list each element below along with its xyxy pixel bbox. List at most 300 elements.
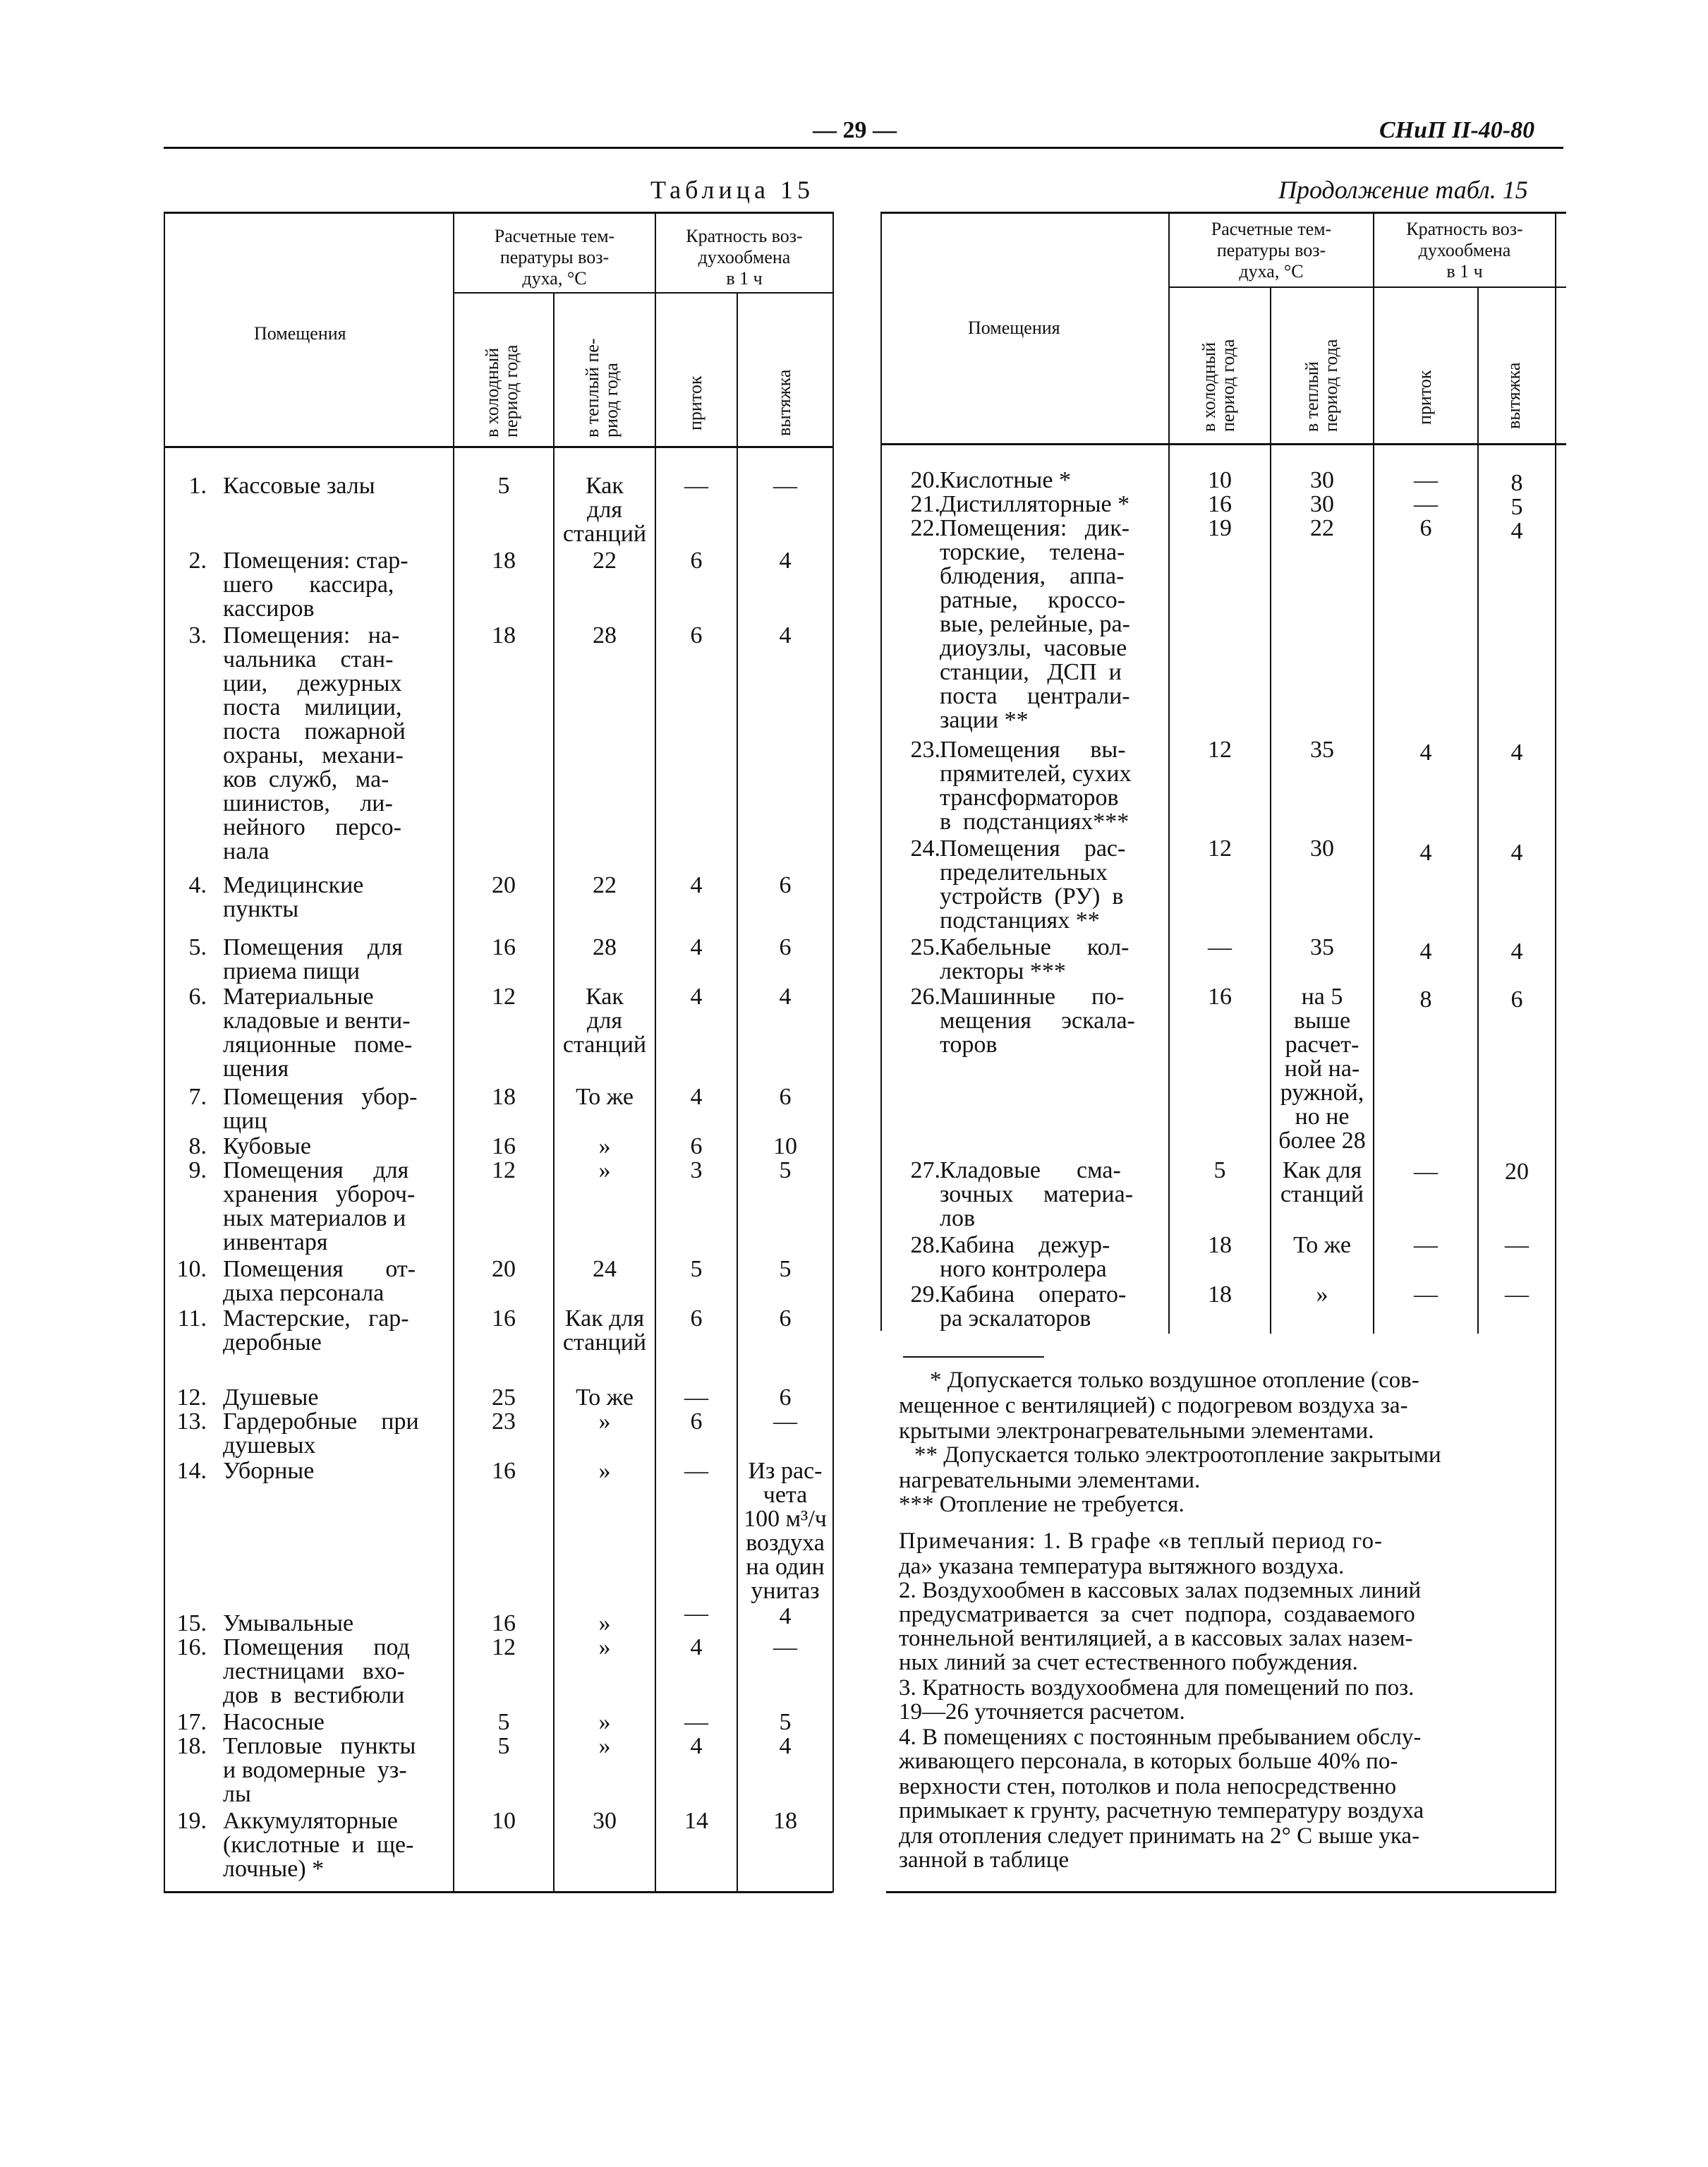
room-name: лестницами вхо- bbox=[223, 1658, 405, 1684]
room-name: ного контролера bbox=[940, 1256, 1107, 1282]
room-name: Помещения под bbox=[223, 1634, 410, 1660]
exhaust-rate: 4 bbox=[779, 1733, 792, 1759]
cold-temp: 16 bbox=[492, 1610, 516, 1636]
row-number: 28. bbox=[910, 1232, 940, 1258]
footnote-line: *** Отопление не требуется. bbox=[899, 1492, 1185, 1517]
warm-temp: выше bbox=[1293, 1008, 1351, 1034]
right-table-border-left bbox=[880, 212, 882, 1331]
cold-temp: 18 bbox=[1208, 1281, 1232, 1308]
cold-temp: 25 bbox=[492, 1384, 516, 1411]
exhaust-rate: 5 bbox=[779, 1709, 792, 1735]
exhaust-rate: унитаз bbox=[751, 1578, 820, 1604]
cold-temp: 5 bbox=[497, 473, 510, 499]
room-name: в подстанциях*** bbox=[940, 809, 1129, 835]
warm-temp: для bbox=[587, 497, 622, 523]
room-name: устройств (РУ) в bbox=[940, 883, 1124, 910]
right-table-group-rule-air bbox=[1373, 286, 1566, 288]
right-col-head-rooms: Помещения bbox=[968, 318, 1060, 338]
cold-temp: 18 bbox=[492, 1084, 516, 1110]
warm-temp: ружной, bbox=[1280, 1080, 1364, 1106]
warm-temp: но не bbox=[1295, 1104, 1350, 1130]
left-table-group-rule-air bbox=[655, 292, 832, 294]
right-subhead-warm bbox=[1302, 339, 1341, 432]
room-name: ра эскалаторов bbox=[940, 1305, 1091, 1332]
exhaust-rate: чета bbox=[763, 1482, 808, 1508]
room-name: охраны, механи- bbox=[223, 742, 404, 768]
footnote-line: мещенное с вентиляцией) с подогревом воздуха за- bbox=[899, 1393, 1408, 1418]
note-line: живающего персонала, в которых больше 40% по- bbox=[899, 1749, 1398, 1774]
room-name: и водомерные уз- bbox=[223, 1757, 407, 1783]
row-number: 24. bbox=[910, 835, 940, 862]
row-number: 27. bbox=[910, 1157, 940, 1183]
row-number: 10. bbox=[176, 1256, 207, 1282]
room-name: щения bbox=[223, 1056, 289, 1082]
room-name: кладовые и венти- bbox=[223, 1008, 411, 1034]
supply-rate: 4 bbox=[690, 1634, 703, 1660]
row-number: 29. bbox=[910, 1281, 940, 1308]
warm-temp: » bbox=[598, 1408, 611, 1435]
warm-temp: » bbox=[598, 1634, 611, 1660]
room-name: Помещения: на- bbox=[223, 622, 400, 648]
warm-temp: 30 bbox=[1310, 835, 1334, 862]
warm-temp: станций bbox=[562, 1329, 647, 1356]
row-number: 15. bbox=[176, 1610, 207, 1636]
footnote-rule bbox=[903, 1356, 1044, 1358]
left-subhead-supply: приток bbox=[685, 375, 705, 430]
exhaust-rate: Из рас- bbox=[748, 1458, 823, 1484]
left-subhead-cold bbox=[483, 345, 521, 437]
exhaust-rate: 5 bbox=[779, 1256, 792, 1282]
cold-temp: — bbox=[1208, 934, 1232, 960]
right-table-header-rule bbox=[880, 443, 1566, 445]
cold-temp: 20 bbox=[492, 1256, 516, 1282]
room-name: поста централи- bbox=[940, 683, 1130, 709]
exhaust-rate: 4 bbox=[1510, 518, 1523, 544]
note-line: 3. Кратность воздухообмена для помещений по поз. bbox=[899, 1675, 1415, 1701]
exhaust-rate: 6 bbox=[779, 872, 792, 898]
cold-temp: 16 bbox=[492, 1305, 516, 1332]
warm-temp: Как для bbox=[564, 1305, 645, 1332]
room-name: дов в вестибюли bbox=[223, 1682, 405, 1708]
room-name: Машинные по- bbox=[940, 984, 1125, 1010]
cold-temp: 12 bbox=[492, 1634, 516, 1660]
exhaust-rate: 4 bbox=[1510, 840, 1523, 866]
room-name: Умывальные bbox=[223, 1610, 354, 1636]
left-col-head-air-3: в 1 ч bbox=[726, 268, 763, 289]
supply-rate: 4 bbox=[1419, 840, 1432, 866]
supply-rate: 8 bbox=[1419, 986, 1432, 1013]
exhaust-rate: 4 bbox=[1510, 938, 1523, 965]
note-line: примыкает к грунту, расчетную температуру воздуха bbox=[899, 1798, 1424, 1823]
room-name: Помещения для bbox=[223, 934, 403, 960]
cold-temp: 16 bbox=[492, 1458, 516, 1484]
room-name: шинистов, ли- bbox=[223, 790, 393, 816]
warm-temp: станций bbox=[562, 1032, 647, 1058]
warm-temp: » bbox=[598, 1733, 611, 1759]
exhaust-rate: 4 bbox=[779, 622, 792, 648]
room-name: Помещения: дик- bbox=[940, 515, 1130, 541]
left-subhead-cold-1: в холодный bbox=[482, 347, 502, 437]
room-name: Аккумуляторные bbox=[223, 1808, 398, 1834]
room-name: Помещения вы- bbox=[940, 737, 1126, 763]
warm-temp: 35 bbox=[1310, 737, 1334, 763]
room-name: Помещения убор- bbox=[223, 1084, 418, 1110]
note-line: предусматривается за счет подпора, создаваемого bbox=[899, 1602, 1415, 1627]
warm-temp: на 5 bbox=[1301, 984, 1343, 1010]
note-line: для отопления следует принимать на 2° С выше ука- bbox=[899, 1823, 1420, 1849]
room-name: мещения эскала- bbox=[940, 1008, 1135, 1034]
note-line: да» указана температура вытяжного воздуха. bbox=[899, 1554, 1345, 1579]
room-name: ных материалов и bbox=[223, 1205, 406, 1231]
cold-temp: 10 bbox=[492, 1808, 516, 1834]
warm-temp: Как bbox=[586, 473, 624, 499]
exhaust-rate: 6 bbox=[779, 1384, 792, 1411]
room-name: Помещения для bbox=[223, 1157, 409, 1183]
room-name: блюдения, аппа- bbox=[940, 563, 1125, 589]
note-line: Примечания: 1. В графе «в теплый период го- bbox=[899, 1528, 1383, 1554]
supply-rate: — bbox=[1414, 491, 1438, 517]
right-col-head-temp-3: духа, °С bbox=[1239, 261, 1304, 282]
right-col-head-air-3: в 1 ч bbox=[1446, 261, 1483, 282]
exhaust-rate: — bbox=[1505, 1281, 1529, 1308]
supply-rate: 6 bbox=[690, 548, 703, 574]
room-name: Уборные bbox=[223, 1458, 315, 1484]
exhaust-rate: 5 bbox=[779, 1157, 792, 1183]
room-name: пункты bbox=[223, 896, 299, 922]
room-name: нейного персо- bbox=[223, 814, 401, 840]
supply-rate: 4 bbox=[690, 1733, 703, 1759]
supply-rate: — bbox=[684, 1384, 708, 1411]
exhaust-rate: 6 bbox=[1510, 986, 1523, 1013]
room-name: лекторы *** bbox=[940, 958, 1066, 984]
cold-temp: 12 bbox=[492, 984, 516, 1010]
row-number: 18. bbox=[176, 1733, 207, 1759]
left-table-caption: Таблица 15 bbox=[650, 176, 814, 204]
room-name: ков служб, ма- bbox=[223, 766, 389, 792]
room-name: вые, релейные, ра- bbox=[940, 611, 1130, 637]
cold-temp: 18 bbox=[1208, 1232, 1232, 1258]
room-name: трансформаторов bbox=[940, 785, 1119, 811]
row-number: 5. bbox=[188, 934, 207, 960]
row-number: 22. bbox=[910, 515, 940, 541]
right-col-head-temp-2: пературы воз- bbox=[1216, 240, 1326, 260]
warm-temp: » bbox=[598, 1709, 611, 1735]
note-line: 19—26 уточняется расчетом. bbox=[899, 1699, 1185, 1725]
exhaust-rate: 10 bbox=[773, 1133, 797, 1159]
supply-rate: 4 bbox=[690, 934, 703, 960]
exhaust-rate: 8 bbox=[1510, 470, 1523, 496]
row-number: 20. bbox=[910, 467, 940, 493]
left-subhead-exhaust: вытяжка bbox=[774, 369, 794, 436]
footnote-line: * Допускается только воздушное отопление (сов- bbox=[930, 1368, 1419, 1393]
cold-temp: 16 bbox=[1208, 491, 1232, 517]
warm-temp: ной на- bbox=[1284, 1056, 1360, 1082]
left-table-bottom-rule bbox=[164, 1891, 832, 1893]
supply-rate: 6 bbox=[690, 1408, 703, 1435]
supply-rate: — bbox=[684, 473, 708, 499]
supply-rate: — bbox=[1414, 467, 1438, 493]
row-number: 9. bbox=[188, 1157, 207, 1183]
exhaust-rate: 20 bbox=[1505, 1159, 1529, 1185]
room-name: Кладовые сма- bbox=[940, 1157, 1121, 1183]
left-col-head-air-1: Кратность воз- bbox=[686, 226, 803, 246]
room-name: поста пожарной bbox=[223, 718, 406, 744]
room-name: Медицинские bbox=[223, 872, 364, 898]
left-col-head-temp-1: Расчетные тем- bbox=[494, 226, 615, 246]
cold-temp: 5 bbox=[497, 1709, 510, 1735]
room-name: хранения убороч- bbox=[223, 1181, 416, 1207]
room-name: нала bbox=[223, 838, 269, 864]
room-name: Помещения: стар- bbox=[223, 548, 408, 574]
exhaust-rate: 6 bbox=[779, 1305, 792, 1332]
cold-temp: 20 bbox=[492, 872, 516, 898]
row-number: 7. bbox=[188, 1084, 207, 1110]
supply-rate: 4 bbox=[1419, 740, 1432, 766]
supply-rate: 4 bbox=[690, 872, 703, 898]
warm-temp: 30 bbox=[1310, 467, 1334, 493]
note-line: тоннельной вентиляцией, а в кассовых залах назем- bbox=[899, 1626, 1413, 1651]
room-name: дыха персонала bbox=[223, 1280, 384, 1306]
supply-rate: 6 bbox=[690, 1305, 703, 1332]
warm-temp: » bbox=[598, 1157, 611, 1183]
note-line: верхности стен, потолков и пола непосредственно bbox=[899, 1774, 1397, 1799]
room-name: (кислотные и ще- bbox=[223, 1832, 414, 1858]
room-name: Дистилляторные * bbox=[940, 491, 1130, 517]
row-number: 3. bbox=[188, 622, 207, 648]
supply-rate: 14 bbox=[684, 1808, 708, 1834]
room-name: лов bbox=[940, 1205, 976, 1231]
right-table-bottom-rule bbox=[886, 1891, 1556, 1893]
left-table-header-rule bbox=[164, 446, 832, 448]
exhaust-rate: 100 м³/ч bbox=[744, 1506, 827, 1532]
right-subhead-supply: приток bbox=[1415, 370, 1435, 425]
room-name: Кубовые bbox=[223, 1133, 311, 1159]
left-subhead-warm-1: в теплый пе- bbox=[582, 338, 602, 437]
left-col-head-temp-3: духа, °С bbox=[522, 268, 587, 289]
footnote-line: крытыми электронагревательными элементами. bbox=[899, 1418, 1374, 1444]
supply-rate: 4 bbox=[1419, 938, 1432, 965]
exhaust-rate: 4 bbox=[779, 984, 792, 1010]
room-name: щиц bbox=[223, 1108, 267, 1134]
row-number: 2. bbox=[188, 548, 207, 574]
room-name: шего кассира, bbox=[223, 572, 394, 598]
supply-rate: — bbox=[684, 1600, 708, 1626]
room-name: Помещения рас- bbox=[940, 835, 1126, 862]
left-col-head-rooms: Помещения bbox=[254, 323, 346, 344]
warm-temp: » bbox=[598, 1458, 611, 1484]
room-name: лочные) * bbox=[223, 1856, 325, 1882]
exhaust-rate: — bbox=[773, 1408, 797, 1435]
room-name: Гардеробные при bbox=[223, 1408, 419, 1435]
supply-rate: 6 bbox=[690, 622, 703, 648]
supply-rate: 6 bbox=[1419, 515, 1432, 541]
supply-rate: — bbox=[1414, 1159, 1438, 1185]
row-number: 17. bbox=[176, 1709, 207, 1735]
page-number: — 29 — bbox=[813, 117, 897, 143]
room-name: Кабина операто- bbox=[940, 1281, 1127, 1308]
supply-rate: — bbox=[684, 1709, 708, 1735]
footnote-line: нагревательными элементами. bbox=[899, 1468, 1201, 1493]
room-name: прямителей, сухих bbox=[940, 761, 1132, 787]
cold-temp: 18 bbox=[492, 622, 516, 648]
supply-rate: 4 bbox=[690, 984, 703, 1010]
warm-temp: 30 bbox=[593, 1808, 617, 1834]
cold-temp: 5 bbox=[497, 1733, 510, 1759]
exhaust-rate: воздуха bbox=[746, 1530, 825, 1556]
room-name: деробные bbox=[223, 1329, 322, 1356]
row-number: 23. bbox=[910, 737, 940, 763]
cold-temp: 23 bbox=[492, 1408, 516, 1435]
row-number: 4. bbox=[188, 872, 207, 898]
cold-temp: 12 bbox=[492, 1157, 516, 1183]
warm-temp: 22 bbox=[1310, 515, 1334, 541]
row-number: 12. bbox=[176, 1384, 207, 1411]
room-name: Душевые bbox=[223, 1384, 319, 1411]
row-number: 13. bbox=[176, 1408, 207, 1435]
supply-rate: 6 bbox=[690, 1133, 703, 1159]
exhaust-rate: — bbox=[773, 1634, 797, 1660]
cold-temp: 16 bbox=[492, 1133, 516, 1159]
warm-temp: 28 bbox=[593, 622, 617, 648]
cold-temp: 18 bbox=[492, 548, 516, 574]
room-name: кассиров bbox=[223, 596, 315, 622]
exhaust-rate: 6 bbox=[779, 934, 792, 960]
room-name: Кабельные кол- bbox=[940, 934, 1129, 960]
supply-rate: — bbox=[684, 1458, 708, 1484]
right-table-top-rule bbox=[880, 212, 1566, 214]
right-subhead-cold-2: период года bbox=[1218, 339, 1239, 432]
warm-temp: 24 bbox=[593, 1256, 617, 1282]
warm-temp: более 28 bbox=[1278, 1128, 1366, 1154]
supply-rate: — bbox=[1414, 1281, 1438, 1308]
left-subhead-warm-2: риод года bbox=[601, 363, 622, 437]
cold-temp: 5 bbox=[1213, 1157, 1226, 1183]
exhaust-rate: — bbox=[773, 473, 797, 499]
room-name: станции, ДСП и bbox=[940, 659, 1122, 685]
left-col-head-temp-2: пературы воз- bbox=[499, 247, 610, 267]
supply-rate: 4 bbox=[690, 1084, 703, 1110]
note-line: занной в таблице bbox=[899, 1847, 1070, 1873]
warm-temp: » bbox=[1316, 1281, 1328, 1308]
cold-temp: 12 bbox=[1208, 737, 1232, 763]
note-line: 4. В помещениях с постоянным пребыванием обслу- bbox=[899, 1725, 1422, 1750]
row-number: 21. bbox=[910, 491, 940, 517]
left-subhead-warm bbox=[583, 338, 622, 437]
right-subhead-exhaust: вытяжка bbox=[1503, 362, 1524, 429]
warm-temp: То же bbox=[576, 1384, 634, 1411]
warm-temp: станций bbox=[562, 521, 647, 547]
supply-rate: 5 bbox=[690, 1256, 703, 1282]
right-subhead-warm-1: в теплый bbox=[1302, 361, 1322, 432]
cold-temp: 10 bbox=[1208, 467, 1232, 493]
room-name: ции, дежурных bbox=[223, 670, 402, 696]
left-subhead-cold-2: период года bbox=[501, 344, 522, 437]
row-number: 11. bbox=[177, 1305, 207, 1332]
left-col-head-air-2: духообмена bbox=[698, 247, 791, 267]
room-name: чальника стан- bbox=[223, 646, 394, 672]
warm-temp: Как для bbox=[1282, 1157, 1362, 1183]
cold-temp: 16 bbox=[492, 934, 516, 960]
row-number: 25. bbox=[910, 934, 940, 960]
cold-temp: 19 bbox=[1208, 515, 1232, 541]
right-subhead-cold bbox=[1199, 339, 1238, 432]
warm-temp: 30 bbox=[1310, 491, 1334, 517]
warm-temp: То же bbox=[576, 1084, 634, 1110]
warm-temp: для bbox=[587, 1008, 622, 1034]
row-number: 8. bbox=[188, 1133, 207, 1159]
warm-temp: 22 bbox=[593, 548, 617, 574]
room-name: пределительных bbox=[940, 859, 1108, 886]
room-name: подстанциях ** bbox=[940, 907, 1100, 934]
warm-temp: расчет- bbox=[1285, 1032, 1359, 1058]
document-code: СНиП II-40-80 bbox=[1379, 117, 1535, 143]
exhaust-rate: 5 bbox=[1510, 494, 1523, 520]
right-table-border-right bbox=[1555, 212, 1556, 1891]
room-name: торские, телена- bbox=[940, 539, 1125, 565]
right-subhead-warm-2: период года bbox=[1321, 339, 1342, 432]
room-name: Насосные bbox=[223, 1709, 325, 1735]
left-table-border-right bbox=[832, 212, 834, 1893]
room-name: ляционные поме- bbox=[223, 1032, 413, 1058]
room-name: инвентаря bbox=[223, 1229, 328, 1255]
left-table-border-left bbox=[164, 212, 165, 1893]
warm-temp: То же bbox=[1293, 1232, 1351, 1258]
row-number: 1. bbox=[188, 473, 207, 499]
room-name: Помещения от- bbox=[223, 1256, 416, 1282]
cold-temp: 12 bbox=[1208, 835, 1232, 862]
right-table-caption: Продолжение табл. 15 bbox=[1278, 176, 1528, 204]
cold-temp: 16 bbox=[1208, 984, 1232, 1010]
room-name: лы bbox=[223, 1781, 251, 1807]
note-line: 2. Воздухообмен в кассовых залах подземных линий bbox=[899, 1578, 1422, 1603]
room-name: ратные, кроссо- bbox=[940, 587, 1126, 613]
room-name: поста милиции, bbox=[223, 694, 402, 720]
right-col-head-air-2: духообмена bbox=[1418, 240, 1511, 260]
room-name: диоузлы, часовые bbox=[940, 635, 1127, 661]
exhaust-rate: — bbox=[1505, 1232, 1529, 1258]
warm-temp: станций bbox=[1280, 1181, 1364, 1207]
supply-rate: 3 bbox=[690, 1157, 703, 1183]
header-rule bbox=[164, 147, 1563, 149]
row-number: 14. bbox=[176, 1458, 207, 1484]
exhaust-rate: 4 bbox=[1510, 740, 1523, 766]
room-name: Кассовые залы bbox=[223, 473, 375, 499]
right-col-head-air-1: Кратность воз- bbox=[1406, 219, 1523, 239]
room-name: зации ** bbox=[940, 707, 1029, 733]
row-number: 19. bbox=[176, 1808, 207, 1834]
room-name: приема пищи bbox=[223, 958, 361, 984]
exhaust-rate: 6 bbox=[779, 1084, 792, 1110]
warm-temp: 28 bbox=[593, 934, 617, 960]
warm-temp: » bbox=[598, 1133, 611, 1159]
right-subhead-cold-1: в холодный bbox=[1199, 342, 1219, 432]
warm-temp: » bbox=[598, 1610, 611, 1636]
exhaust-rate: 4 bbox=[779, 548, 792, 574]
row-number: 26. bbox=[910, 984, 940, 1010]
row-number: 6. bbox=[188, 984, 207, 1010]
warm-temp: Как bbox=[586, 984, 624, 1010]
warm-temp: 22 bbox=[593, 872, 617, 898]
right-col-head-temp-1: Расчетные тем- bbox=[1211, 219, 1332, 239]
room-name: Материальные bbox=[223, 984, 374, 1010]
room-name: Тепловые пункты bbox=[223, 1733, 416, 1759]
row-number: 16. bbox=[176, 1634, 207, 1660]
room-name: Кислотные * bbox=[940, 467, 1071, 493]
footnote-line: ** Допускается только электроотопление закрытыми bbox=[914, 1442, 1441, 1468]
exhaust-rate: 18 bbox=[773, 1808, 797, 1834]
note-line: ных линий за счет естественного побуждения. bbox=[899, 1650, 1358, 1675]
exhaust-rate: 4 bbox=[779, 1603, 792, 1629]
